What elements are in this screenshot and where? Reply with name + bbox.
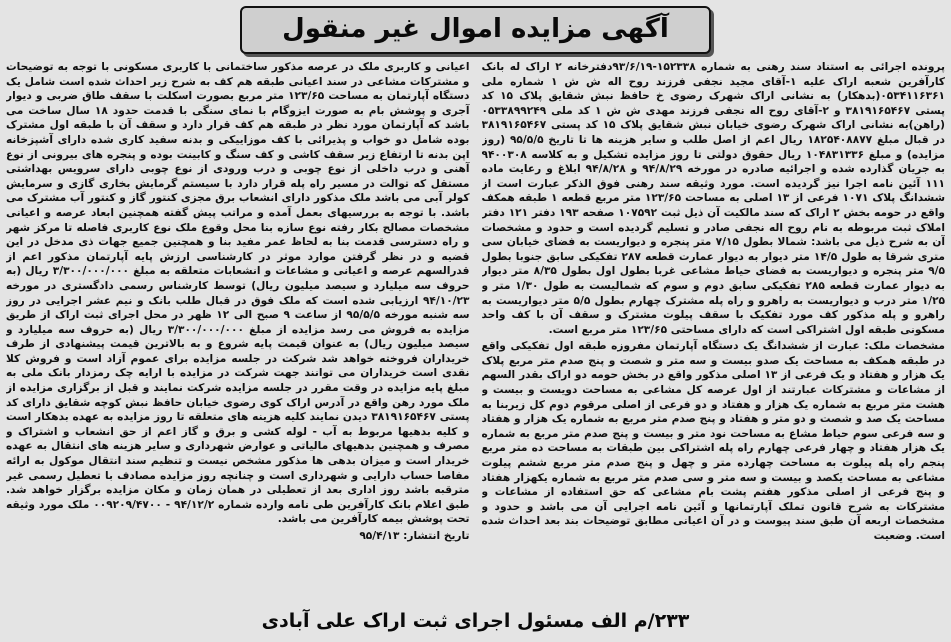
paragraph: اعیانی و کاربری ملک در عرصه مذکور ساختمانی با کاربری مسکونی با توجه به توضیحات و مشترکات مشاعی در سند اعیانی طبقه هم کف به شرح زیر احداث شده است شامل یک دستگاه آپارتمان به مساحت ۱۲۳/۶۵ متر مربع بصورت اسکلت با سقف طاق ضربی و دیوار آجری و پوشش بام به صورت ایزوگام با نمای سنگی با قدمت حدود ۱۸ سال ساخت می باشد که آپارتمان مورد نظر در طبقه هم کف قرار دارد و سقف آن با طبقه اول مشترک بوده شامل دو خواب و پذیرائی با کف موزاییکی و بدنه سفید کاری شده دارای آشپزخانه اپن بدنه تا ارتفاع زیر سقف کاشی و کف سنگ و کابینت بوده و پنجره های بیرونی از نوع آهنی و درب داخلی از نوع چوبی و درب ورودی از نوع چوبی دارای سرویس بهداشتی مستقل که توالت در مسیر راه پله قرار دارد با سیستم گرمایش بخاری گازی و سرمایش کولر آبی می باشد ملک مذکور دارای انشعاب برق مجزی کنتور گاز و کنتور آب مشترک می باشد. با توجه به بررسیهای بعمل آمده و مراتب پیش گفته همچنین ابعاد عرصه و اعیانی مشخصات مصالح بکار رفته نوع سازه بنا محل وقوع ملک نوع کاربری فاصله تا مرکز شهر و راه دسترسی قدمت بنا به لحاظ عمر مفید بنا و همچنین جمیع جهات ذی مدخل در این قضیه و در نظر گرفتن موارد موثر در کارشناسی ارزش پایه آپارتمان مذکور اعم از قدرالسهم عرصه و اعیانی و مشاعات و انشعابات متعلقه به مبلغ ۳/۳۰۰/۰۰۰/۰۰۰ ریال (به حروف سه میلیارد و سیصد میلیون ریال) توسط کارشناس رسمی دادگستری در مورخه ۹۴/۱۰/۲۳ ارزیابی شده است که ملک فوق در قبال طلب بانک و نیم عشر اجرایی در روز سه شنبه مورخه ۹۵/۵/۵ از ساعت ۹ صبح الی ۱۲ ظهر در محل اجرای ثبت اراک از طریق مزایده به فروش می رسد مزایده از مبلغ ۳/۳۰۰/۰۰۰/۰۰۰ ریال (به حروف سه میلیارد و سیصد میلیون ریال) به عنوان قیمت پایه شروع و به بالاترین قیمت پیشنهادی از طرف خریداران فروخته خواهد شد شرکت در جلسه مزایده برای عموم آزاد است و فروش کلا نقدی است خریداران می توانند جهت شرکت در مزایده با ارایه چک رمزدار بانک ملی به مبلغ پایه مزایده در وقت مقرر در جلسه مزایده شرکت نمایند و قبل از برگزاری مزایده از ملک مورد رهن واقع در آدرس اراک کوی رضوی خیابان حافظ نبش کوچه شقایق دارای کد پستی ۳۸۱۹۱۶۵۴۶۷ دیدن نمایند کلیه هزینه های متعلقه تا روز مزایده به عهده بدهکار است و کلیه بدهیها مربوط به آب - لوله کشی و برق و گاز اعم از حق انشعاب و اشتراک و مصرف و همچنین بدهیهای مالیاتی و عوارض شهرداری و سایر هزینه های انتقال به عهده خریدار است و میزان بدهی ها مذکور مشخص نیست و تنظیم سند انتقال موکول به ارائه مفاصا حساب دارایی و شهرداری است و چنانچه روز مزایده مصادف با تعطیل رسمی غیر مترقبه باشد روز اداری بعد از تعطیلی در همان زمان و مکان مزایده برگزار خواهد شد. طبق اعلام بانک کارآفرین طی نامه وارده شماره ۹۴/۱۲/۲ - ۰۰۹۲۰۹/۴۷۰۰ ملک مورد وثیقه تحت پوشش بیمه کارآفرین می باشد. (6, 61, 470, 526)
notice-footer (0, 604, 951, 638)
publish-date: تاریخ انتشار: ۹۵/۴/۱۳ (359, 530, 470, 542)
notice-body (6, 60, 945, 605)
right-column (482, 60, 946, 605)
paragraph: پرونده اجرائی به استناد سند رهنی به شماره ۱۵۲۳۳۸-۹۳/۶/۱۹دفترخانه ۲ اراک له بانک کارآفرین شعبه اراک علیه ۱-آقای مجید نجفی فرزند روح اله ش ش ۱ شماره ملی ۰۵۳۴۱۱۶۳۶۱(بدهکار) به نشانی اراک شهرک رضوی خ حافظ نبش شقایق پلاک ۱۵ کد پستی ۳۸۱۹۱۶۵۴۶۷ و ۲-آقای روح اله نجفی فرزند مهدی ش ش ۱ کد ملی ۰۵۳۳۸۹۹۲۴۹ (راهن)به نشانی اراک شهرک رضوی خیابان نبش شقایق پلاک ۱۵ کد پستی ۳۸۱۹۱۶۵۴۶۷ در قبال مبلغ ۱۸۲۵۴۰۸۸۷۷ ریال اعم از اصل طلب و سایر هزینه ها تا تاریخ ۹۵/۵/۵ (روز مزایده) و مبلغ ۱۰۴۸۳۱۳۳۶ ریال حقوق دولتی تا روز مزایده تشکیل و به کلاسه ۹۴۰۰۳۰۸ به جریان گذارده شده و اجرائیه صادره در مورخه ۹۴/۸/۲۹ و ۹۴/۸/۲۸ ابلاغ و رعایت ماده ۱۱۱ آئین نامه اجرا نیز گردیده است. مورد وثیقه سند رهنی فوق الذکر عبارت است از ششدانگ پلاک ۱۰۷۱ فرعی از ۱۳ اصلی به مساحت ۱۲۳/۶۵ متر مربع قطعه ۱ طبقه همکف واقع در حومه بخش ۲ اراک که سند مالکیت آن ذیل ثبت ۱۰۷۵۹۲ صفحه ۱۹۳ دفتر ۱۲۱ دفتر املاک ثبت مربوطه به نام روح اله نجفی صادر و تسلیم گردیده است و حدود و مشخصات آن به شرح ذیل می باشد: شمالا بطول ۷/۱۵ متر پنجره و دیواریست به فضای خیابان سی متری شرقا به طول ۱۴/۵ متر دیوار به دیوار عمارت قطعه ۲۸۷ تفکیکی سابق جنوبا بطول ۹/۵ متر پنجره و دیواریست به فضای حیاط مشاعی غربا بطول اول بطول ۸/۳۵ متر دیوار به دیوار عمارت قطعه ۲۸۵ تفکیکی سابق دوم و سوم که شمالیست به طول ۱/۳۰ متر و ۱/۲۵ متر درب و دیواریست به راهرو و راه پله مشترک چهارم بطول ۵/۵ متر دیواریست به راهرو و پله مذکور کف مورد تفکیک با سقف پیلوت مشترک و سقف آن با کف واحد مسکونی طبقه اول اشتراکی است که دارای مساحتی ۱۲۳/۶۵ متر مربع است. (481, 61, 945, 336)
left-column (6, 60, 470, 605)
notice-title: آگهی مزایده اموال غیر منقول (240, 6, 711, 54)
signature-line: ۲۳۳/م الف مسئول اجرای ثبت اراک علی آبادی (261, 610, 690, 632)
paragraph: مشخصات ملک: عبارت از ششدانگ یک دستگاه آپارتمان مفروزه طبقه اول تفکیکی واقع در طبقه همکف به مساحت یک صدو بیست و سه متر و شصت و پنج صدم متر مربع پلاک یک هزار و هفتاد و یک فرعی از ۱۳ اصلی مذکور واقع در بخش حومه دو اراک بقدر السهم از مشاعات و مشترکات عبارتند از اول عرصه کل مشاعی به مساحت دویست و بیست و هشت متر مربع به شماره یک هزار و هفتاد و دو فرعی از اصلی مرقوم دوم کل زیربنا به مساحت یک صد و شصت و دو متر و هفتاد و پنج صدم متر مربع به شماره یک هزار و هفتاد و سه فرعی سوم حیاط مشاع به مساحت نود متر و بیست و پنج صدم متر مربع به شماره یک هزار هفتاد و چهار فرعی چهارم راه پله اشتراکی بین طبقات به مساحت ده متر مربع پنجم راه پله پیلوت به مساحت چهارده متر و چهل و پنج صدم متر مربع ششم پیلوت مشاعی به مساحت یکصد و بیست و سه متر و سی صدم متر مربع به شماره یکهزار هفتاد و پنج فرعی از اصلی مذکور هفتم پشت بام مشاعی که حق استفاده از مشاعات و مشترکات به شرح قانون تملک آپارتمانها و آئین نامه اجرایی آن می باشد و حدود و مشخصات اربعه آن طبق سند پیوست و در آن اعیانی مطابق توضیحات بند بعد احداث شده است. وضعیت (481, 340, 945, 542)
notice-header (0, 4, 951, 56)
